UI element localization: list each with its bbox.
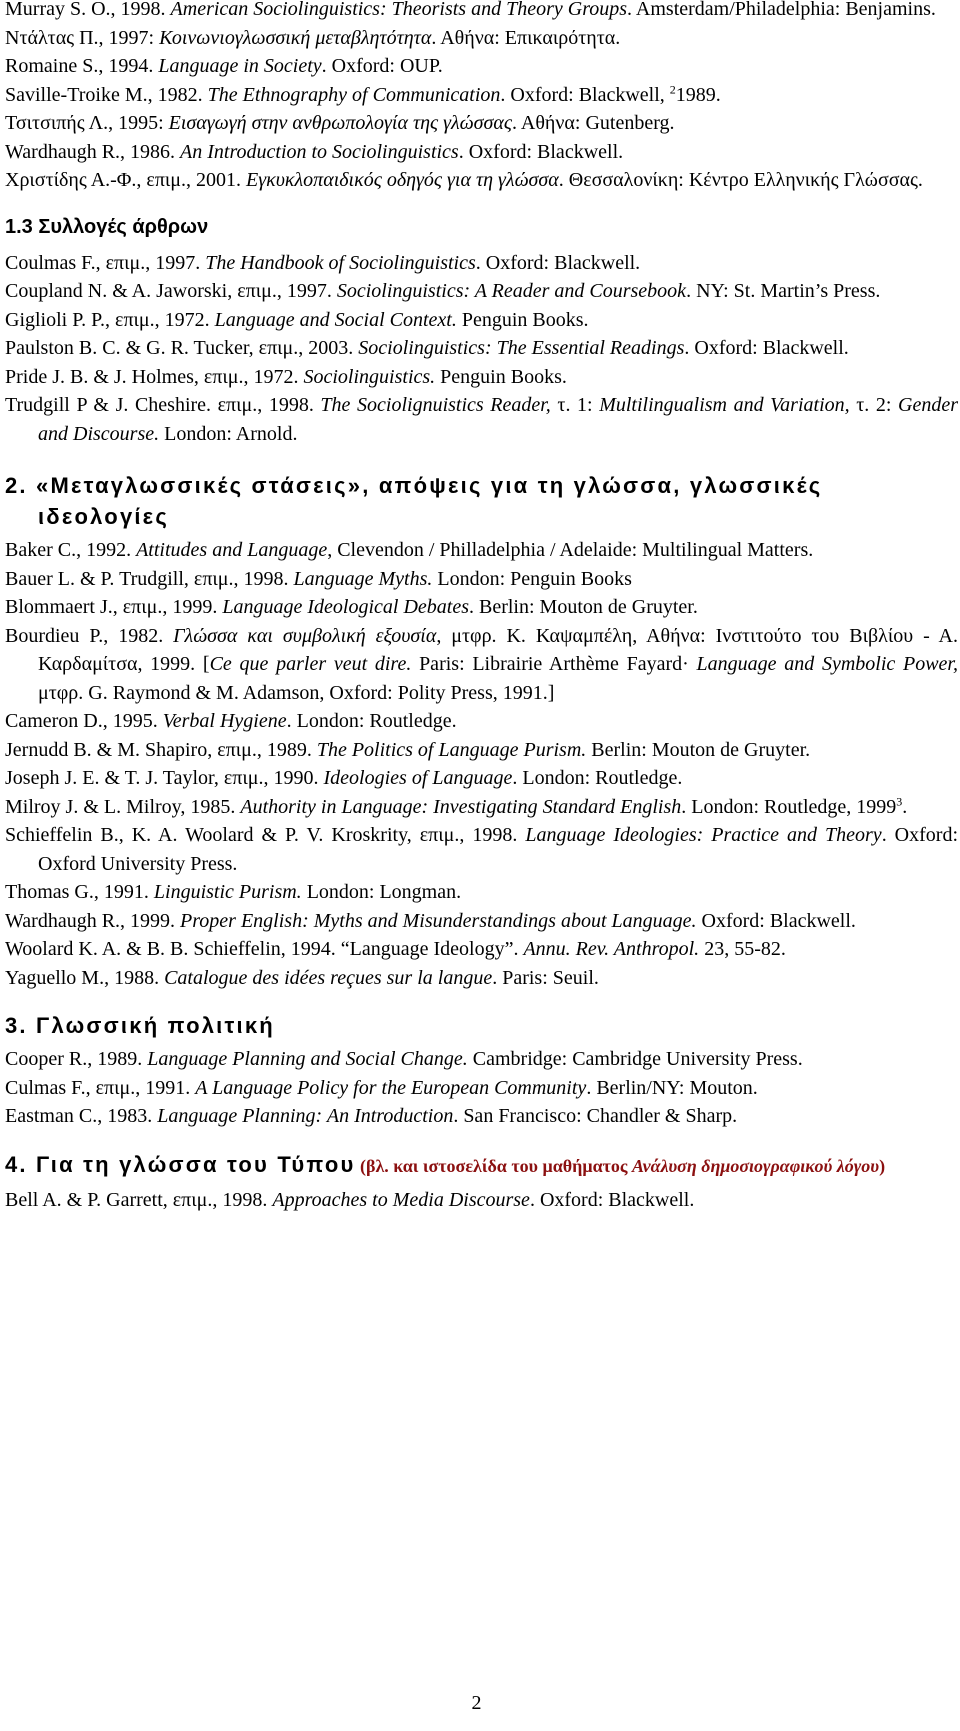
reference-title: Language Ideologies: Practice and Theory <box>525 824 882 846</box>
page-number: 2 <box>471 1692 482 1714</box>
reference-entry <box>5 81 958 110</box>
reference-entry <box>5 707 958 736</box>
reference-title: American Sociolinguistics: Theorists and Theory Groups <box>170 0 628 20</box>
reference-entry <box>5 536 958 565</box>
reference-text: Murray S. O., 1998. <box>5 0 171 20</box>
reference-text: Coupland N. & A. Jaworski, επιμ., 1997. <box>5 280 337 302</box>
reference-title: Εισαγωγή στην ανθρωπολογία της γλώσσας <box>168 112 512 134</box>
reference-text: Τσιτσιπής Λ., 1995: <box>5 112 169 134</box>
reference-text: Eastman C., 1983. <box>5 1105 158 1127</box>
reference-list-3 <box>5 1045 958 1131</box>
reference-text: Romaine S., 1994. <box>5 55 159 77</box>
reference-text: 23, 55-82. <box>699 938 786 960</box>
reference-text: Oxford: Blackwell. <box>696 909 856 932</box>
reference-text: . Oxford: Blackwell. <box>684 337 849 359</box>
reference-text: Bourdieu P., 1982. <box>5 624 174 647</box>
reference-entry <box>5 764 958 793</box>
reference-title: Sociolinguistics. <box>303 365 436 388</box>
reference-title: Proper English: Myths and Misunderstandings about Language. <box>180 909 697 932</box>
reference-title: Annu. Rev. Anthropol. <box>523 938 700 960</box>
reference-text: . Oxford: Blackwell. <box>475 251 641 274</box>
reference-text: Berlin: Mouton de Gruyter. <box>586 738 811 761</box>
reference-text: . Oxford: Blackwell. <box>529 1188 695 1211</box>
reference-title: The Ethnography of Communication <box>207 83 501 106</box>
reference-title: Γλώσσα και συμβολική εξουσία <box>173 624 437 647</box>
reference-title: Catalogue des idées reçues sur la langue <box>164 966 493 989</box>
reference-text: . Amsterdam/Philadelphia: Benjamins. <box>627 0 936 20</box>
reference-title: An Introduction to Sociolinguistics <box>180 140 459 163</box>
reference-text: . London: Routledge, 1999 <box>681 795 897 818</box>
reference-title: Language and Social Context. <box>214 308 457 331</box>
reference-entry <box>5 24 958 53</box>
reference-text: . Αθήνα: Επικαιρότητα. <box>431 26 621 49</box>
section-heading-2: 2. «Μεταγλωσσικές στάσεις», απόψεις για τη γλώσσα, γλωσσικές ιδεολογίες <box>5 473 823 529</box>
reference-entry <box>5 391 958 448</box>
reference-list-4 <box>5 1186 958 1215</box>
reference-title: Sociolinguistics: A Reader and Coursebook <box>336 280 687 302</box>
section-heading-3: 3. Γλωσσική πολιτική <box>5 1013 275 1038</box>
reference-text: . Berlin: Mouton de Gruyter. <box>469 596 698 618</box>
reference-text: Thomas G., 1991. <box>5 881 154 903</box>
reference-text: . San Francisco: Chandler & Sharp. <box>453 1105 738 1127</box>
reference-text: τ. 1: <box>557 394 600 416</box>
reference-title: Language and Symbolic Power, <box>696 653 959 675</box>
reference-text: Coulmas F., επιμ., 1997. <box>5 251 206 274</box>
reference-text: Paulston B. C. & G. R. Tucker, επιμ., 2003. <box>5 337 359 359</box>
reference-entry <box>5 0 958 24</box>
reference-title: Verbal Hygiene <box>162 710 287 732</box>
reference-title: Language Ideological Debates <box>222 596 469 618</box>
reference-title: Κοινωνιογλωσσική μεταβλητότητα <box>159 26 432 49</box>
reference-text: Schieffelin B., K. A. Woolard & P. V. Kroskrity, επιμ., 1998. <box>5 824 526 846</box>
section-4-note: (βλ. και ιστοσελίδα του μαθήματος Ανάλυση δημοσιογραφικού λόγου) <box>355 1155 886 1176</box>
reference-title: Authority in Language: Investigating Standard English <box>240 795 682 818</box>
reference-entry <box>5 1045 958 1074</box>
reference-title: Linguistic Purism. <box>153 881 302 903</box>
reference-text: Wardhaugh R., 1999. <box>5 909 181 932</box>
reference-text: . Berlin/NY: Mouton. <box>586 1076 758 1099</box>
reference-text: Bell A. & P. Garrett, επιμ., 1998. <box>5 1188 273 1211</box>
reference-text: 1989. <box>675 83 721 106</box>
reference-title: Εγκυκλοπαιδικός οδηγός για τη γλώσσα <box>246 169 559 191</box>
reference-text: . Oxford: Oxford University Press. <box>38 824 958 875</box>
reference-entry <box>5 1102 958 1131</box>
reference-entry <box>5 935 958 964</box>
reference-title: Multilingualism and Variation, <box>599 394 857 416</box>
reference-text: London: Arnold. <box>159 422 298 445</box>
section-heading-4 <box>5 1149 958 1182</box>
reference-text: τ. 2: <box>856 394 899 416</box>
reference-text: Χριστίδης Α.-Φ., επιμ., 2001. <box>5 169 247 191</box>
reference-title: The Sociolignuistics Reader, <box>320 394 558 416</box>
reference-text: Giglioli P. P., επιμ., 1972. <box>5 308 215 331</box>
section-heading-4-title: 4. Για τη γλώσσα του Τύπου <box>5 1151 356 1177</box>
reference-text: Cooper R., 1989. <box>5 1048 148 1070</box>
reference-entry <box>5 821 958 878</box>
reference-text: . Αθήνα: Gutenberg. <box>511 112 675 134</box>
reference-list-2 <box>5 536 958 992</box>
reference-title: The Handbook of Sociolinguistics <box>205 251 476 274</box>
reference-text: Woolard K. A. & B. B. Schieffelin, 1994. “Language Ideology”. <box>5 938 524 960</box>
reference-text: Ντάλτας Π., 1997: <box>5 26 160 49</box>
reference-text: Culmas F., επιμ., 1991. <box>5 1076 196 1099</box>
reference-text: . Paris: Seuil. <box>492 966 599 989</box>
reference-title: Language Planning: An Introduction <box>157 1105 454 1127</box>
reference-text: Pride J. B. & J. Holmes, επιμ., 1972. <box>5 365 304 388</box>
reference-title: The Politics of Language Purism. <box>316 738 587 761</box>
reference-entry <box>5 622 958 708</box>
reference-text: Trudgill P & J. Cheshire. επιμ., 1998. <box>5 394 321 416</box>
reference-entry <box>5 52 958 81</box>
reference-text: μτφρ. G. Raymond & M. Adamson, Oxford: Polity Press, 1991.] <box>38 681 555 704</box>
reference-text: Paris: Librairie Arthème Fayard· <box>411 653 697 675</box>
reference-list-continued <box>5 0 958 195</box>
document-page <box>5 0 958 1214</box>
reference-entry <box>5 363 958 392</box>
reference-entry <box>5 593 958 622</box>
reference-entry <box>5 964 958 993</box>
reference-text: . Oxford: OUP. <box>321 55 443 77</box>
reference-entry <box>5 1074 958 1103</box>
reference-text: , μτφρ. Κ. Καψαμπέλη, Αθήνα: Ινστιτούτο του Βιβλίου - Α. Καρδαμίτσα, 1999. [ <box>38 624 959 675</box>
reference-text: . Θεσσαλονίκη: Κέντρο Ελληνικής Γλώσσας. <box>558 169 923 191</box>
superscript: 3 <box>896 793 903 808</box>
section-heading-1-3: 1.3 Συλλογές άρθρων <box>5 215 209 238</box>
reference-text: . Oxford: Blackwell, <box>500 83 670 106</box>
reference-entry <box>5 565 958 594</box>
reference-text: , Clevendon / Philladelphia / Adelaide: Multilingual Matters. <box>327 539 814 561</box>
reference-title: Language Myths. <box>293 567 433 590</box>
reference-text: Jernudd B. & M. Shapiro, επιμ., 1989. <box>5 738 317 761</box>
course-website-title: Ανάλυση δημοσιογραφικού λόγου <box>632 1155 880 1176</box>
reference-title: Gender and Discourse. <box>38 394 959 445</box>
reference-title: Attitudes and Language <box>136 539 328 561</box>
reference-title: Language in Society <box>158 55 322 77</box>
reference-text: Milroy J. & L. Milroy, 1985. <box>5 795 241 818</box>
reference-text: Yaguello M., 1988. <box>5 966 165 989</box>
reference-entry <box>5 334 958 363</box>
reference-text: Cameron D., 1995. <box>5 710 163 732</box>
reference-text: . Oxford: Blackwell. <box>458 140 624 163</box>
reference-text: Saville-Troike M., 1982. <box>5 83 208 106</box>
reference-entry <box>5 166 958 195</box>
reference-entry <box>5 277 958 306</box>
reference-text: London: Longman. <box>301 881 462 903</box>
reference-title: Approaches to Media Discourse <box>272 1188 530 1211</box>
reference-entry <box>5 306 958 335</box>
reference-text: Cambridge: Cambridge University Press. <box>467 1048 803 1070</box>
reference-text: . London: Routledge. <box>286 710 457 732</box>
reference-entry <box>5 109 958 138</box>
reference-text: Baker C., 1992. <box>5 539 137 561</box>
reference-entry <box>5 736 958 765</box>
reference-text: Joseph J. E. & T. J. Taylor, επιμ., 1990. <box>5 767 324 789</box>
reference-entry <box>5 1186 958 1215</box>
reference-text: Blommaert J., επιμ., 1999. <box>5 596 223 618</box>
superscript: 2 <box>669 81 676 96</box>
reference-entry <box>5 907 958 936</box>
reference-title: A Language Policy for the European Community <box>195 1076 587 1099</box>
reference-title: Language Planning and Social Change. <box>147 1048 468 1070</box>
reference-text: Wardhaugh R., 1986. <box>5 140 181 163</box>
reference-text: London: Penguin Books <box>432 567 632 590</box>
reference-title: Ideologies of Language <box>323 767 513 789</box>
reference-text: . London: Routledge. <box>512 767 683 789</box>
reference-entry <box>5 249 958 278</box>
reference-text: . <box>902 795 908 818</box>
reference-entry <box>5 138 958 167</box>
reference-entry <box>5 878 958 907</box>
reference-title: Ce que parler veut dire. <box>209 653 412 675</box>
reference-text: . NY: St. Martin’s Press. <box>686 280 881 302</box>
reference-text: Penguin Books. <box>456 308 589 331</box>
reference-title: Sociolinguistics: The Essential Readings <box>358 337 685 359</box>
reference-text: Bauer L. & P. Trudgill, επιμ., 1998. <box>5 567 294 590</box>
reference-list-1-3 <box>5 249 958 449</box>
reference-entry <box>5 793 958 822</box>
reference-text: Penguin Books. <box>435 365 567 388</box>
